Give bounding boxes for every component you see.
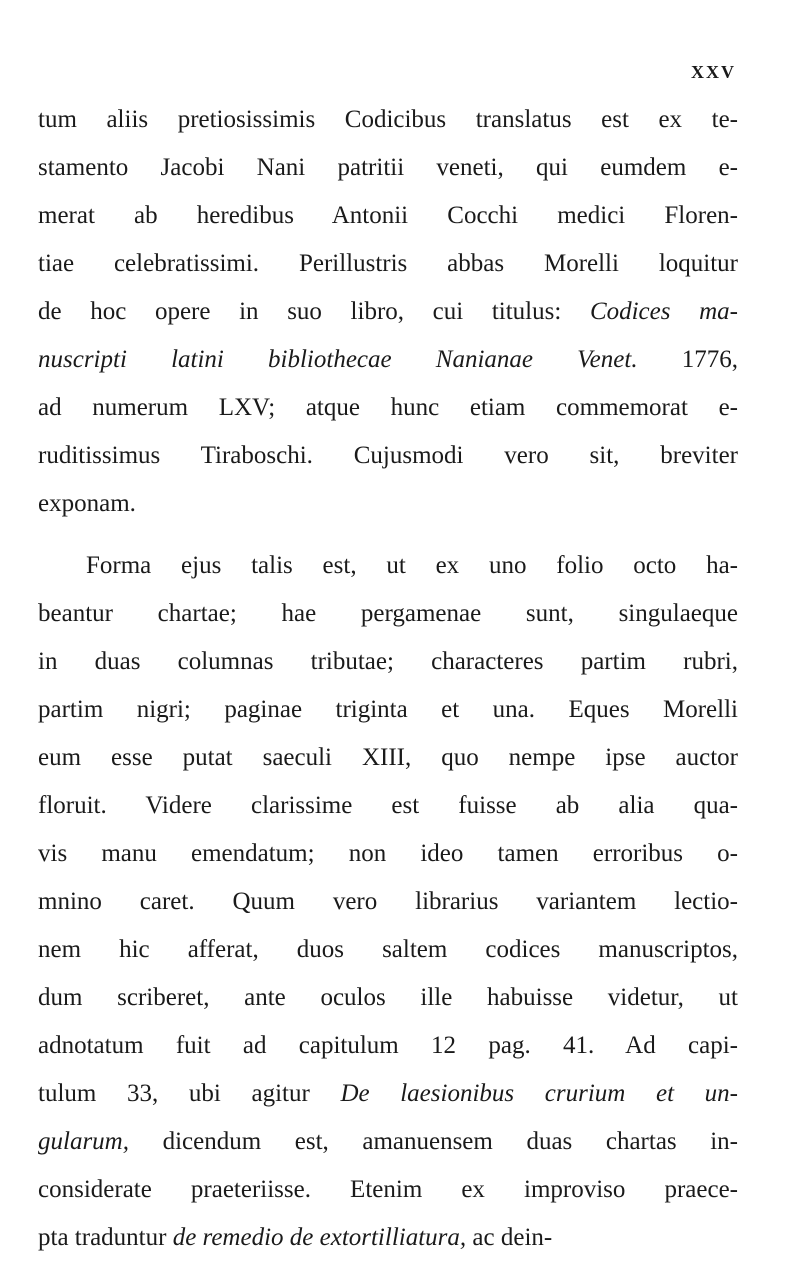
- italic-text: gularum,: [38, 1128, 129, 1155]
- text-segment: vis manu emendatum; non ideo tamen erroribus o-: [38, 840, 738, 867]
- text-segment: dum scriberet, ante oculos ille habuisse videtur, ut: [38, 984, 738, 1011]
- text-segment: nem hic afferat, duos saltem codices manuscriptos,: [38, 936, 738, 963]
- text-line: [38, 638, 738, 686]
- italic-text: de remedio de extortilliatura,: [172, 1224, 467, 1251]
- text-segment: 1776,: [637, 346, 738, 373]
- text-line: [38, 878, 738, 926]
- text-segment: Forma ejus talis est, ut ex uno folio octo ha-: [86, 552, 738, 579]
- text-line: [38, 926, 738, 974]
- text-line: [38, 288, 738, 336]
- text-line: [38, 686, 738, 734]
- text-line: [38, 830, 738, 878]
- text-segment: tiae celebratissimi. Perillustris abbas Morelli loquitur: [38, 250, 738, 277]
- text-segment: in duas columnas tributae; characteres partim rubri,: [38, 648, 738, 675]
- text-segment: stamento Jacobi Nani patritii veneti, qui eumdem e-: [38, 154, 738, 181]
- text-line: [38, 336, 738, 384]
- text-segment: partim nigri; paginae triginta et una. Eques Morelli: [38, 696, 738, 723]
- text-segment: beantur chartae; hae pergamenae sunt, singulaeque: [38, 600, 738, 627]
- text-line: [38, 384, 738, 432]
- text-line: [38, 192, 738, 240]
- text-segment: ruditissimus Tiraboschi. Cujusmodi vero sit, breviter: [38, 442, 738, 469]
- text-line: [38, 590, 738, 638]
- text-line: [38, 782, 738, 830]
- italic-text: De laesionibus crurium et un-: [340, 1080, 738, 1107]
- text-segment: pta traduntur: [38, 1224, 173, 1251]
- text-line: [38, 1118, 738, 1166]
- text-line: [38, 1166, 738, 1214]
- text-line: [38, 542, 738, 590]
- text-segment: ac dein-: [466, 1224, 553, 1251]
- text-segment: merat ab heredibus Antonii Cocchi medici Floren-: [38, 202, 738, 229]
- page-number: XXV: [691, 62, 736, 82]
- text-segment: mnino caret. Quum vero librarius variantem lectio-: [38, 888, 738, 915]
- text-line: [38, 432, 738, 480]
- text-segment: eum esse putat saeculi XIII, quo nempe ipse auctor: [38, 744, 738, 771]
- text-segment: ad numerum LXV; atque hunc etiam commemorat e-: [38, 394, 738, 421]
- text-body: [38, 96, 738, 1262]
- text-segment: floruit. Videre clarissime est fuisse ab alia qua-: [38, 792, 738, 819]
- text-line: [38, 240, 738, 288]
- text-line: [38, 1214, 738, 1262]
- text-segment: tulum 33, ubi agitur: [38, 1080, 341, 1107]
- text-line: [38, 734, 738, 782]
- text-segment: tum aliis pretiosissimis Codicibus translatus est ex te-: [38, 106, 738, 133]
- text-segment: de hoc opere in suo libro, cui titulus:: [38, 298, 590, 325]
- paragraph-gap: [38, 528, 738, 542]
- text-line: [38, 144, 738, 192]
- text-line: [38, 974, 738, 1022]
- text-line: [38, 480, 738, 528]
- text-segment: exponam.: [38, 490, 136, 517]
- italic-text: Codices ma-: [589, 298, 738, 325]
- text-line: [38, 1022, 738, 1070]
- text-segment: adnotatum fuit ad capitulum 12 pag. 41. Ad capi-: [38, 1032, 738, 1059]
- italic-text: nuscripti latini bibliothecae Nanianae Venet.: [38, 346, 638, 373]
- text-segment: considerate praeteriisse. Etenim ex improviso praece-: [38, 1176, 738, 1203]
- text-line: [38, 96, 738, 144]
- text-segment: dicendum est, amanuensem duas chartas in-: [128, 1128, 738, 1155]
- text-line: [38, 1070, 738, 1118]
